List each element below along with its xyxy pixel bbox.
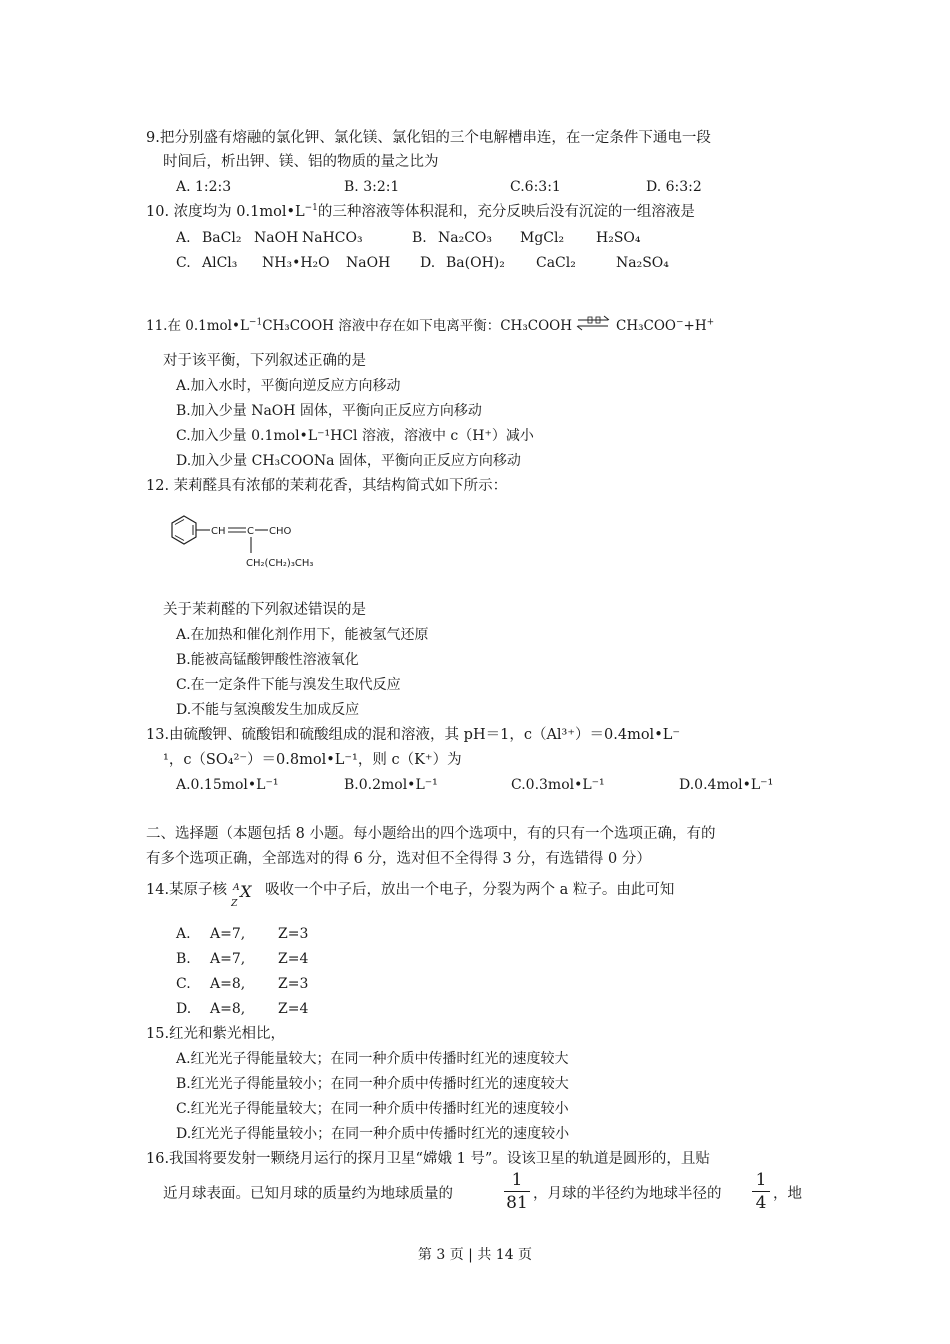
- q9-option-c: C.6:3:1: [510, 179, 561, 195]
- q13-option-a: A.0.15mol•L⁻¹: [176, 777, 279, 793]
- q11-stem-c-sup: −: [675, 317, 684, 328]
- q11-stem-sup: −1: [248, 317, 263, 328]
- fraction-2-denominator: 4: [755, 1193, 767, 1213]
- q14-option-b: [176, 949, 376, 969]
- q11-option-c: C.加入少量 0.1mol•L⁻¹HCl 溶液，溶液中 c（H⁺）减小: [176, 428, 534, 444]
- q10-options-ab: [176, 228, 796, 248]
- q10-option-b-item3: H₂SO₄: [596, 230, 641, 246]
- q14-option-b-charge: Z=4: [278, 951, 309, 967]
- q14-option-c: [176, 974, 376, 994]
- section2-heading-line2: 有多个选项正确，全部选对的得 6 分，选对但不全得得 3 分，有选错得 0 分）: [146, 851, 651, 867]
- nuclide-atomic-number: Z: [231, 899, 238, 909]
- q12-option-d: D.不能与氢溴酸发生加成反应: [176, 702, 360, 718]
- q12-option-c: C.在一定条件下能与溴发生取代反应: [176, 677, 401, 693]
- q15-stem: 15.红光和紫光相比，: [146, 1026, 286, 1042]
- q10-option-c-label: C.: [176, 255, 191, 271]
- q11-stem: [146, 314, 714, 336]
- q14-option-a: [176, 924, 376, 944]
- q10-option-c-item3: NaOH: [346, 255, 391, 271]
- q14-option-c-label: C.: [176, 976, 191, 992]
- q10-option-b-label: B.: [412, 230, 427, 246]
- q10-option-a-item3: NaHCO₃: [302, 230, 363, 246]
- jasminaldehyde-structure: [166, 508, 346, 578]
- q14-option-b-label: B.: [176, 951, 191, 967]
- nuclide-element: X: [240, 882, 252, 901]
- q16-stem-line2-a: 近月球表面。已知月球的质量约为地球质量的: [163, 1186, 453, 1202]
- q10-option-a-item2: NaOH: [254, 230, 299, 246]
- q13-stem-line1: 13.由硫酸钾、硫酸铝和硫酸组成的混和溶液，其 pH＝1，c（Al³⁺）＝0.4mol•L⁻: [146, 727, 681, 743]
- q13-option-c: C.0.3mol•L⁻¹: [511, 777, 605, 793]
- q11-stem-d-sup: +: [706, 317, 715, 328]
- q10-option-d-label: D.: [420, 255, 436, 271]
- q10-options-cd: [176, 253, 796, 273]
- fraction-one-eighty-first: [504, 1170, 530, 1213]
- q14-option-d-charge: Z=4: [278, 1001, 309, 1017]
- q12-option-b: B.能被高锰酸钾酸性溶液氧化: [176, 652, 359, 668]
- q9-stem-line2: 时间后，析出钾、镁、铝的物质的量之比为: [163, 154, 439, 170]
- q14-option-a-charge: Z=3: [278, 926, 309, 942]
- q10-option-d-item3: Na₂SO₄: [616, 255, 669, 271]
- q16-stem-line2-c: ，地: [773, 1186, 802, 1202]
- q14-option-a-label: A.: [176, 926, 191, 942]
- q11-stem-b: CH₃COOH 溶液中存在如下电离平衡：CH₃COOH: [262, 318, 572, 334]
- q10-stem-sup: −1: [304, 203, 318, 214]
- fraction-one-quarter: [752, 1170, 770, 1213]
- fraction-1-bar: [504, 1191, 530, 1192]
- q10-option-d-item1: Ba(OH)₂: [446, 255, 505, 271]
- q11-intro: 对于该平衡，下列叙述正确的是: [163, 353, 366, 369]
- q10-option-c-item2: NH₃•H₂O: [262, 255, 330, 271]
- q14-option-d: [176, 999, 376, 1019]
- q14-option-c-charge: Z=3: [278, 976, 309, 992]
- equilibrium-arrow-icon: [574, 314, 614, 334]
- q10-option-d-item2: CaCl₂: [536, 255, 576, 271]
- q10-option-c-item1: AlCl₃: [202, 255, 238, 271]
- nuclide-mass-number: A: [233, 883, 240, 893]
- q11-option-b: B.加入少量 NaOH 固体，平衡向正反应方向移动: [176, 403, 482, 419]
- q11-stem-d: +H: [683, 318, 707, 334]
- page-footer: 第 3 页 | 共 14 页: [417, 1247, 533, 1263]
- q10-option-a-item1: BaCl₂: [202, 230, 242, 246]
- q13-options: [176, 775, 796, 795]
- fraction-1-numerator: 1: [511, 1170, 523, 1190]
- q12-option-a: A.在加热和催化剂作用下，能被氢气还原: [176, 627, 429, 643]
- q9-options: [176, 177, 776, 197]
- fraction-2-numerator: 1: [755, 1170, 767, 1190]
- q15-option-c: C.红光光子得能量较大；在同一种介质中传播时红光的速度较小: [176, 1101, 569, 1117]
- q9-option-b: B. 3:2:1: [344, 179, 400, 195]
- q10-stem-b: 的三种溶液等体积混和，充分反映后没有沉淀的一组溶液是: [317, 204, 695, 220]
- q11-option-a: A.加入水时，平衡向逆反应方向移动: [176, 378, 401, 394]
- q13-option-d: D.0.4mol•L⁻¹: [679, 777, 774, 793]
- q11-stem-c: CH₃COO: [615, 318, 676, 334]
- q16-stem-line2-b: ，月球的半径约为地球半径的: [533, 1186, 722, 1202]
- nuclide-symbol: [231, 878, 259, 909]
- q10-option-a-label: A.: [176, 230, 191, 246]
- struct-c: C: [247, 526, 254, 537]
- q16-stem-line1: 16.我国将要发射一颗绕月运行的探月卫星“嫦娥 1 号”。设该卫星的轨道是圆形的，且贴: [146, 1151, 710, 1167]
- fraction-1-denominator: 81: [506, 1193, 528, 1213]
- q9-option-d: D. 6:3:2: [646, 179, 702, 195]
- q14-stem-b: 吸收一个中子后，放出一个电子，分裂为两个 a 粒子。由此可知: [265, 882, 675, 898]
- q10-stem-a: 10. 浓度均为 0.1mol•L: [146, 204, 305, 220]
- struct-ch: CH: [211, 526, 226, 537]
- q15-option-b: B.红光光子得能量较小；在同一种介质中传播时红光的速度较大: [176, 1076, 569, 1092]
- q14-option-d-mass: A=8,: [210, 1001, 246, 1017]
- section2-heading-line1: 二、选择题（本题包括 8 小题。每小题给出的四个选项中，有的只有一个选项正确，有的: [146, 826, 716, 842]
- q14-option-c-mass: A=8,: [210, 976, 246, 992]
- q15-option-d: D.红光光子得能量较小；在同一种介质中传播时红光的速度较小: [176, 1126, 570, 1142]
- q14-option-d-label: D.: [176, 1001, 192, 1017]
- q10-stem: [146, 202, 695, 222]
- q14-option-b-mass: A=7,: [210, 951, 246, 967]
- q14-stem-a: 14.某原子核: [146, 882, 228, 898]
- q13-option-b: B.0.2mol•L⁻¹: [344, 777, 438, 793]
- q14-stem: [146, 878, 675, 909]
- struct-chain: CH₂(CH₂)₃CH₃: [246, 558, 314, 569]
- q13-stem-line2: ¹，c（SO₄²⁻）＝0.8mol•L⁻¹，则 c（K⁺）为: [163, 752, 462, 768]
- q9-option-a: A. 1:2:3: [176, 179, 232, 195]
- q12-intro: 关于茉莉醛的下列叙述错误的是: [163, 602, 366, 618]
- q10-option-b-item1: Na₂CO₃: [438, 230, 493, 246]
- q11-stem-a: 11.在 0.1mol•L: [146, 318, 249, 334]
- benzene-ring-icon: [172, 516, 196, 544]
- struct-cho: CHO: [269, 526, 292, 537]
- fraction-2-bar: [752, 1191, 770, 1192]
- q10-option-b-item2: MgCl₂: [520, 230, 565, 246]
- q11-option-d: D.加入少量 CH₃COONa 固体，平衡向正反应方向移动: [176, 453, 521, 469]
- q12-stem: 12. 茉莉醛具有浓郁的茉莉花香，其结构简式如下所示：: [146, 478, 508, 494]
- q14-option-a-mass: A=7,: [210, 926, 246, 942]
- q15-option-a: A.红光光子得能量较大；在同一种介质中传播时红光的速度较大: [176, 1051, 569, 1067]
- q9-stem-line1: 9.把分别盛有熔融的氯化钾、氯化镁、氯化铝的三个电解槽串连，在一定条件下通电一段: [146, 130, 711, 146]
